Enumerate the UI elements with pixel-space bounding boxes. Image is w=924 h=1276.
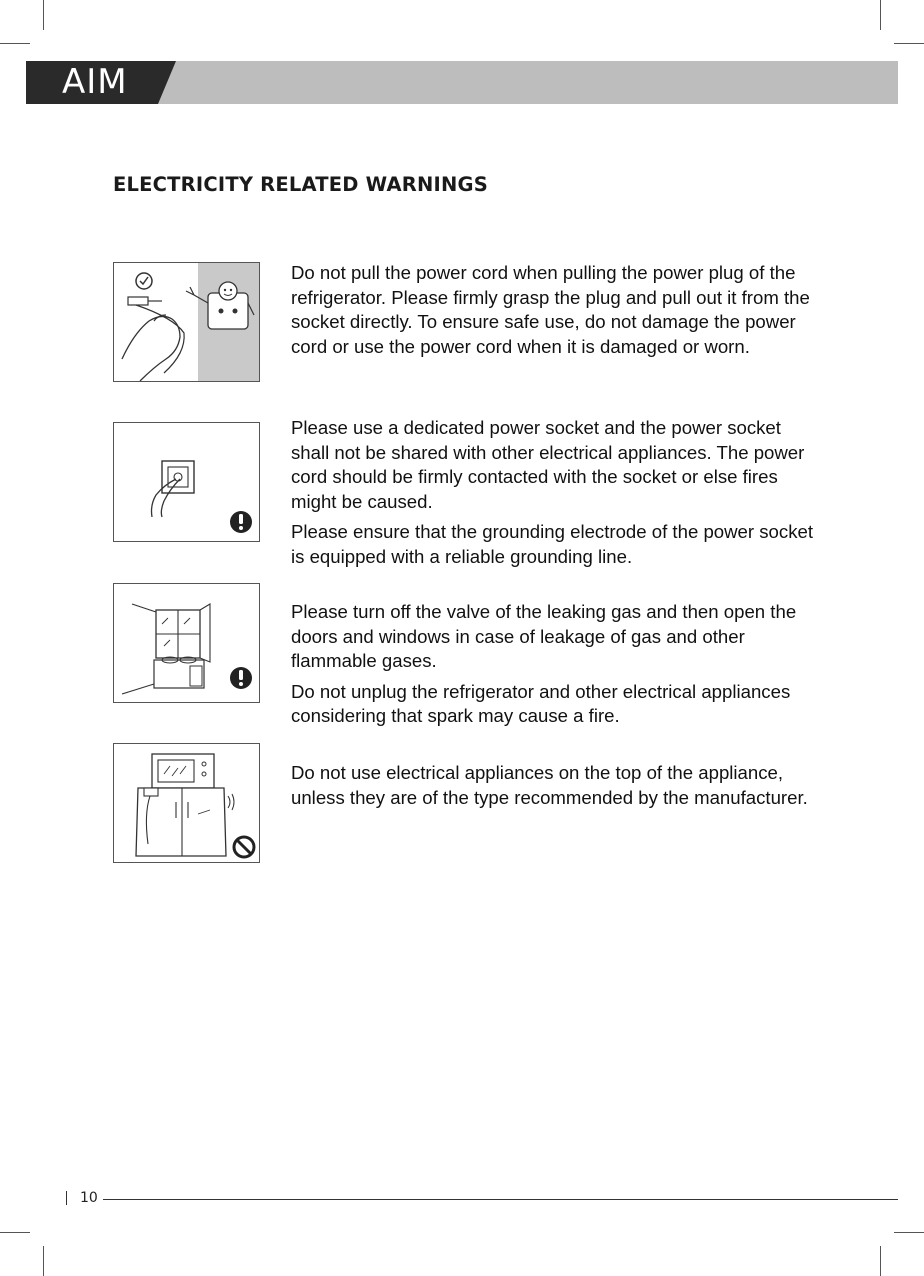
crop-mark xyxy=(894,43,924,44)
crop-mark xyxy=(43,1246,44,1276)
section-title: ELECTRICITY RELATED WARNINGS xyxy=(113,173,488,196)
crop-mark xyxy=(43,0,44,30)
warning-paragraph: Do not unplug the refrigerator and other electrical appliances considering that spark may cause a fire. xyxy=(291,680,791,726)
footer-divider xyxy=(103,1199,898,1200)
warning-paragraph: Please ensure that the grounding electrode of the power socket is equipped with a reliable grounding line. xyxy=(291,521,813,567)
crop-mark xyxy=(0,1232,30,1233)
warning-text-1 xyxy=(291,261,821,365)
warning-text-2 xyxy=(291,416,821,575)
dedicated-socket-icon xyxy=(113,422,260,542)
gas-leak-icon xyxy=(113,583,260,703)
warning-text-4 xyxy=(291,761,821,816)
warning-paragraph: Do not use electrical appliances on the top of the appliance, unless they are of the type recommended by the manufacturer. xyxy=(291,762,808,808)
crop-mark xyxy=(880,1246,881,1276)
crop-mark xyxy=(880,0,881,30)
warning-paragraph: Please use a dedicated power socket and the power socket shall not be shared with other electrical appliances. The power cord should be firmly contacted with the socket or else fires might be caused. xyxy=(291,417,805,512)
warning-paragraph: Do not pull the power cord when pulling the power plug of the refrigerator. Please firmly grasp the plug and pull out it from the socket directly. To ensure safe use, do not damage the power cord or use the power cord when it is damaged or worn. xyxy=(291,262,810,357)
warning-paragraph: Please turn off the valve of the leaking gas and then open the doors and windows in case of leakage of gas and other flammable gases. xyxy=(291,601,797,671)
page-number: 10 xyxy=(80,1190,98,1206)
appliance-on-top-icon xyxy=(113,743,260,863)
brand-logo: AIM xyxy=(62,62,128,102)
footer-tick xyxy=(66,1191,67,1205)
unplug-plug-icon xyxy=(113,262,260,382)
crop-mark xyxy=(894,1232,924,1233)
warning-text-3 xyxy=(291,600,821,735)
crop-mark xyxy=(0,43,30,44)
